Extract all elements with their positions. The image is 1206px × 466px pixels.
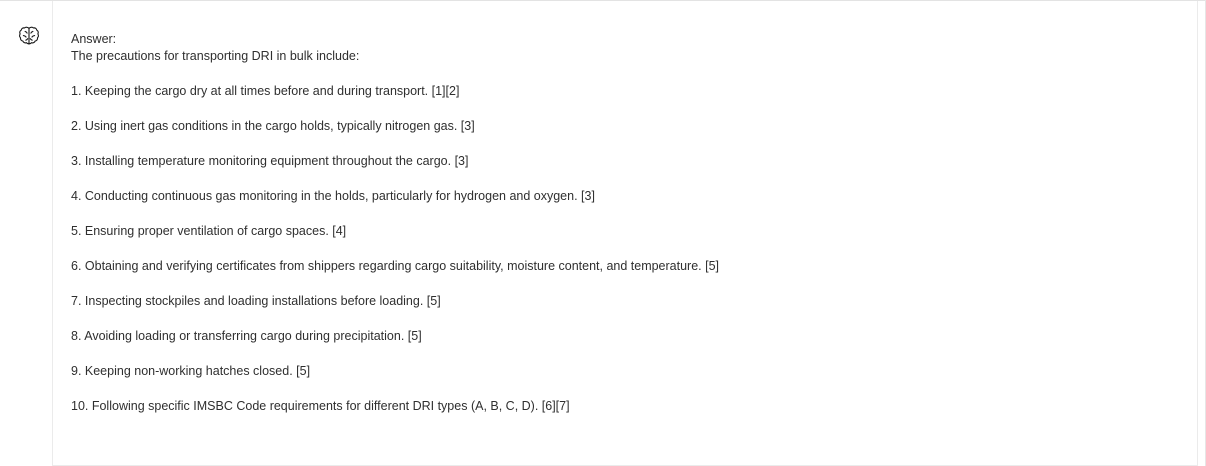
list-item: 8. Avoiding loading or transferring cargo during precipitation. [5] xyxy=(71,329,422,343)
list-item: 3. Installing temperature monitoring equipment throughout the cargo. [3] xyxy=(71,154,469,168)
answer-card xyxy=(52,1,1198,466)
list-item: 7. Inspecting stockpiles and loading installations before loading. [5] xyxy=(71,294,441,308)
brain-icon xyxy=(15,23,43,51)
list-item: 10. Following specific IMSBC Code requirements for different DRI types (A, B, C, D). [6][7] xyxy=(71,399,570,413)
list-item: 9. Keeping non-working hatches closed. [5] xyxy=(71,364,311,378)
list-item: 4. Conducting continuous gas monitoring in the holds, particularly for hydrogen and oxygen. [3] xyxy=(71,189,595,203)
answer-intro: The precautions for transporting DRI in bulk include: xyxy=(71,49,360,63)
answer-label: Answer: xyxy=(71,32,117,46)
assistant-message-row xyxy=(0,1,1206,466)
avatar xyxy=(0,1,52,51)
list-item: 6. Obtaining and verifying certificates from shippers regarding cargo suitability, moisture content, and temperature. [5] xyxy=(71,259,720,273)
list-item: 5. Ensuring proper ventilation of cargo spaces. [4] xyxy=(71,224,347,238)
list-item: 2. Using inert gas conditions in the cargo holds, typically nitrogen gas. [3] xyxy=(71,119,475,133)
list-item: 1. Keeping the cargo dry at all times before and during transport. [1][2] xyxy=(71,84,460,98)
